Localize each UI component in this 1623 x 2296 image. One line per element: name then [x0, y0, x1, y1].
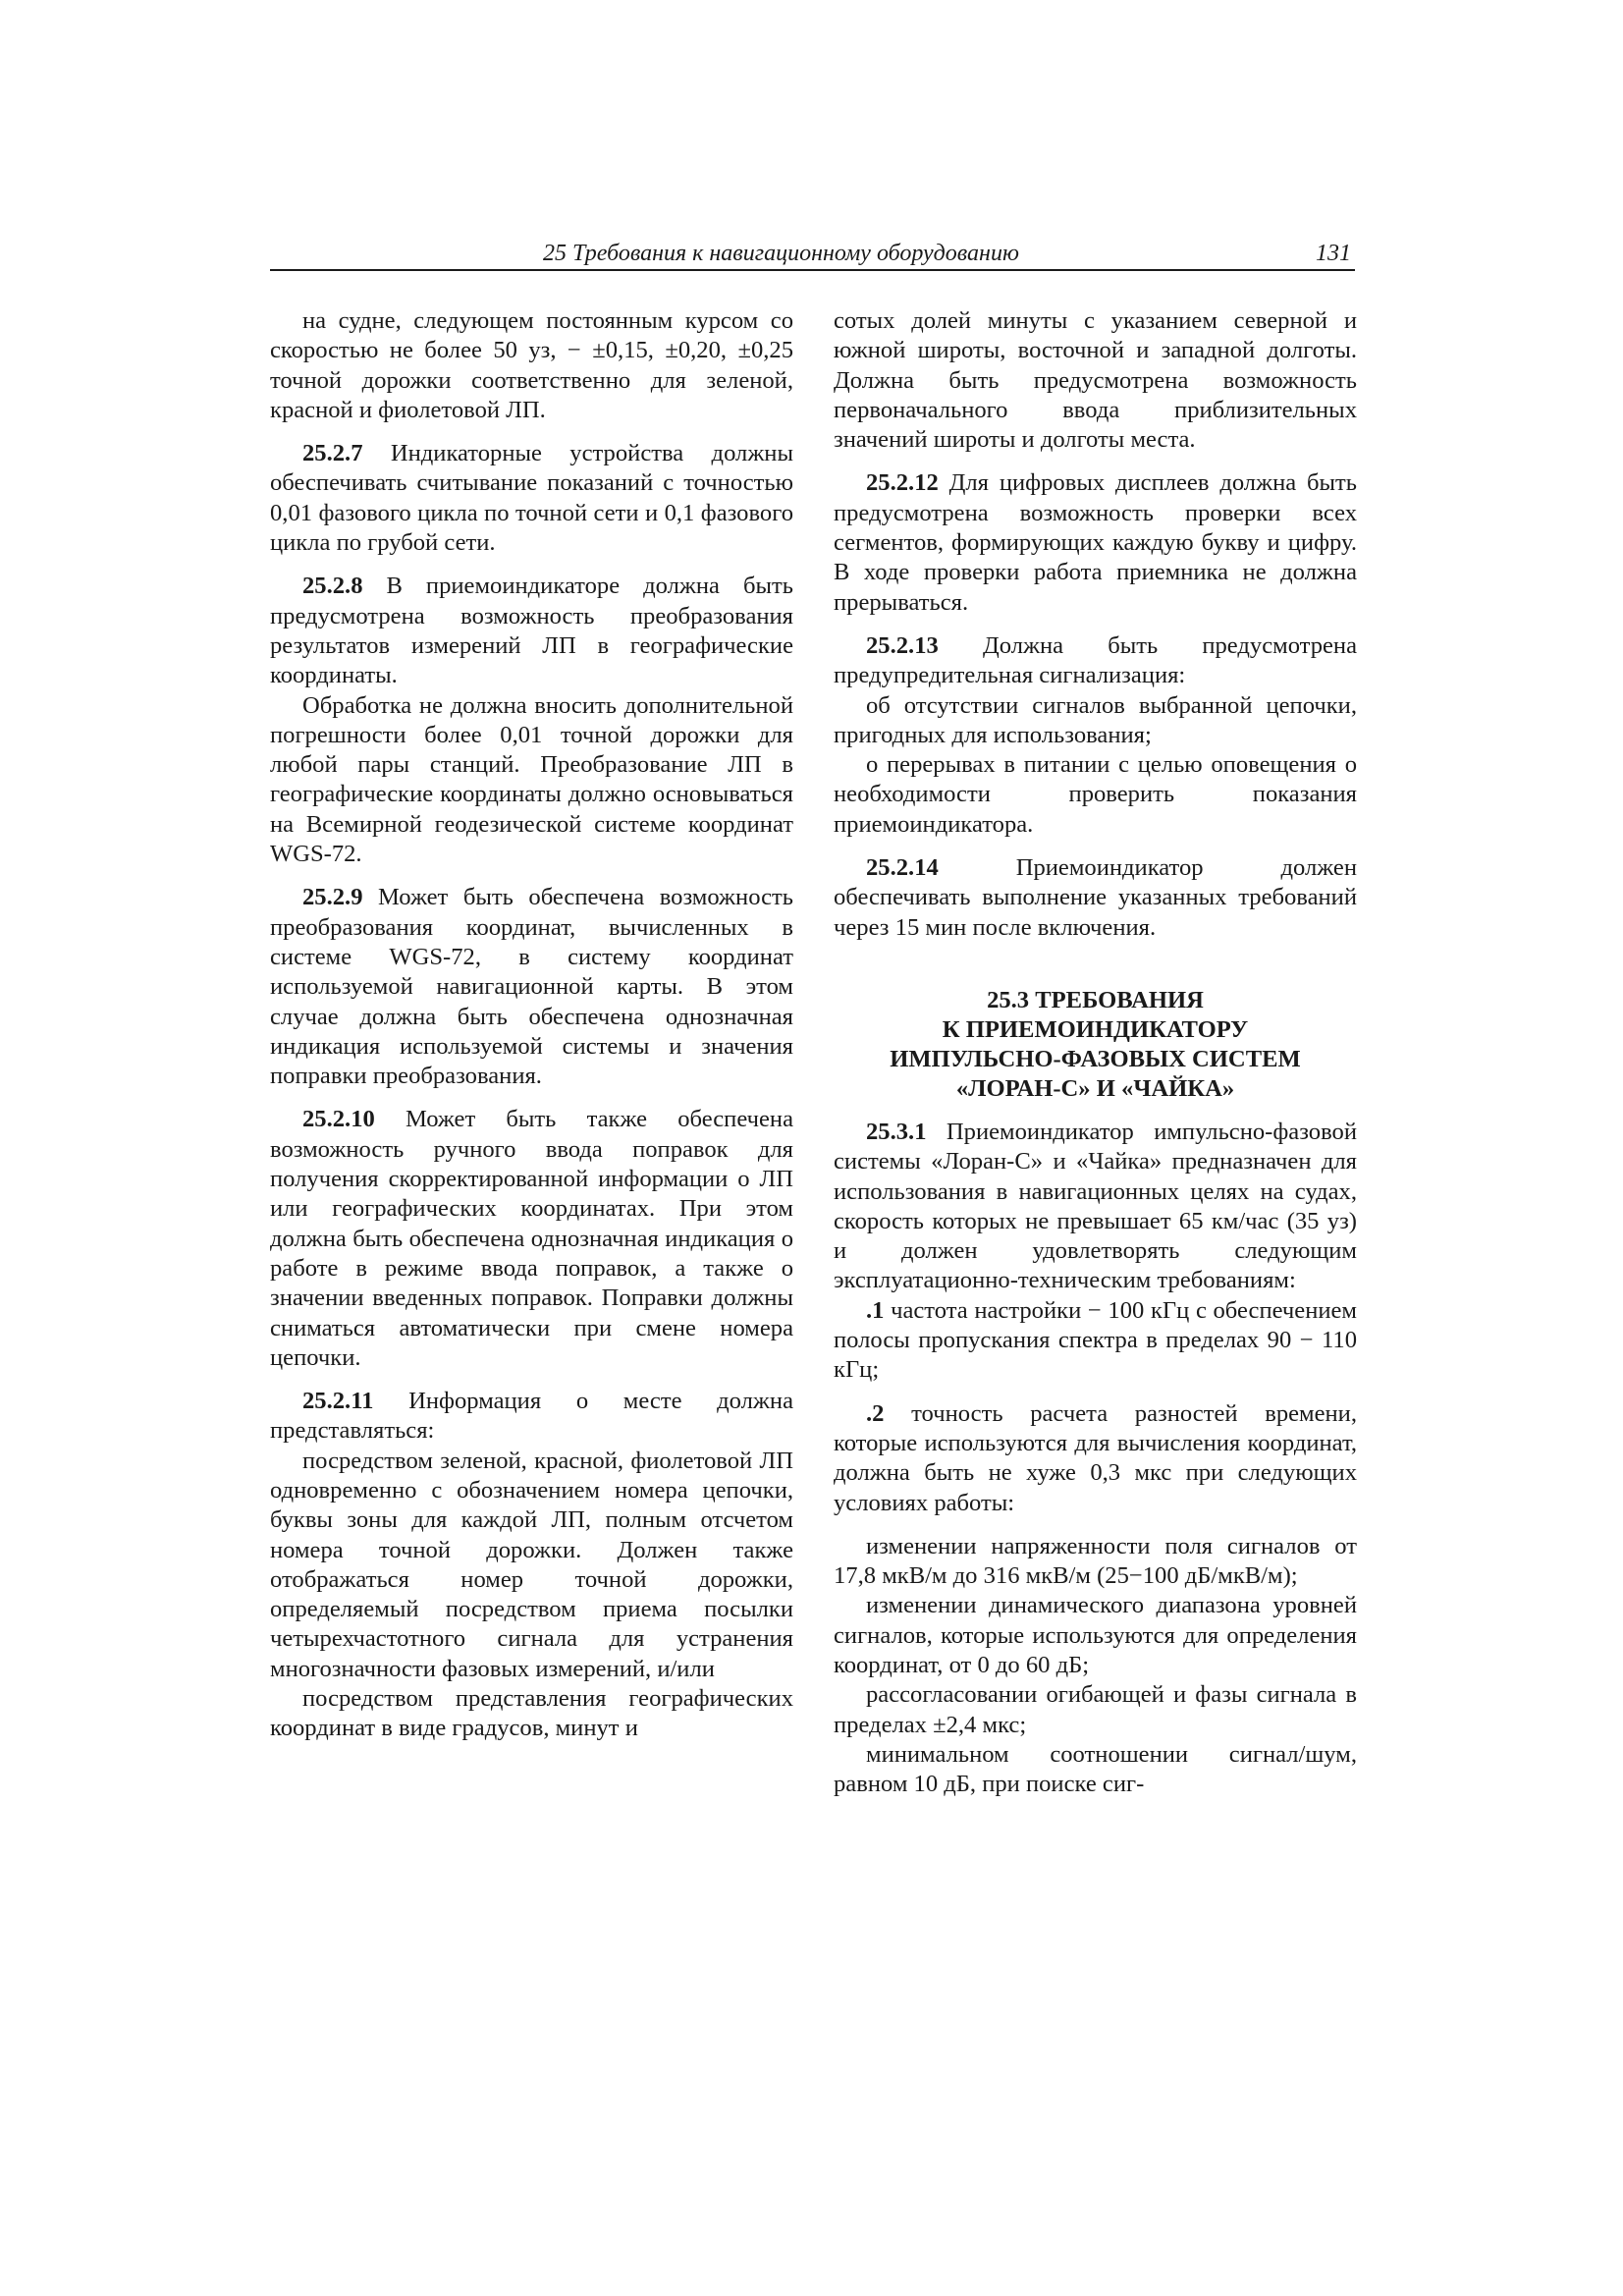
clause-number: 25.2.9	[302, 884, 363, 911]
left-column	[270, 306, 793, 1744]
clause-number: 25.2.7	[302, 440, 363, 467]
paragraph-continuation: на судне, следующем постоянным курсом со скоростью не более 50 уз, − ±0,15, ±0,20, ±0,25 точной дорожки соответственно для зеленой, красной и фиолетовой ЛП.	[270, 307, 793, 423]
paragraph: Обработка не должна вносить дополнительной погрешности более 0,01 точной дорожки для любой пары станций. Преобразование ЛП в географические координаты должно основываться на Всемирной геодезической системе координат WGS-72.	[270, 691, 793, 868]
paragraph-25-2-11: 25.2.11 Информация о месте должна представляться:	[270, 1388, 793, 1445]
clause-number: 25.2.13	[866, 631, 939, 659]
clause-number: 25.3.1	[866, 1118, 927, 1145]
item-number: .1	[866, 1296, 885, 1324]
paragraph: посредством зеленой, красной, фиолетовой ЛП одновременно с обозначением номера цепочки, буквы зоны для каждой ЛП, полным отсчетом номера точной дорожки. Должен также отображаться номер точной дорожки, определяемый посредством приема посылки четырехчастотного сигнала для устранения многозначности фазовых измерений, и/или	[270, 1447, 793, 1682]
running-header	[270, 240, 1355, 271]
paragraph-25-2-8: 25.2.8 В приемоиндикаторе должна быть предусмотрена возможность преобразования результатов измерений ЛП в географические координаты.	[270, 573, 793, 689]
clause-number: 25.2.8	[302, 573, 363, 600]
paragraph-25-2-10: 25.2.10 Может быть также обеспечена возможность ручного ввода поправок для получения скорректированной информации о ЛП или географических координатах. При этом должна быть обеспечена однозначная индикация о работе в режиме ввода поправок, а также о значении введенных поправок. Поправки должны сниматься автоматически при смене номера цепочки.	[270, 1106, 793, 1371]
paragraph: посредством представления географических координат в виде градусов, минут и	[270, 1685, 793, 1742]
paragraph: о перерывах в питании с целью оповещения о необходимости проверить показания приемоиндикатора.	[834, 751, 1357, 838]
clause-number: 25.2.10	[302, 1106, 375, 1133]
paragraph-25-2-9: 25.2.9 Может быть обеспечена возможность преобразования координат, вычисленных в системе WGS-72, в систему координат используемой навигационной карты. В этом случае должна быть обеспечена однозначная индикация используемой системы и значения поправки преобразования.	[270, 884, 793, 1090]
page-number: 131	[1316, 241, 1351, 266]
item-number: .2	[866, 1399, 885, 1427]
paragraph: минимальном соотношении сигнал/шум, равном 10 дБ, при поиске сиг-	[834, 1740, 1357, 1798]
clause-number: 25.2.14	[866, 854, 939, 882]
section-heading: 25.3 ТРЕБОВАНИЯ К ПРИЕМОИНДИКАТОРУ ИМПУЛЬСНО-ФАЗОВЫХ СИСТЕМ «ЛОРАН-С» И «ЧАЙКА»	[890, 986, 1301, 1102]
clause-number: 25.2.12	[866, 469, 939, 497]
paragraph: рассогласовании огибающей и фазы сигнала в пределах ±2,4 мкс;	[834, 1681, 1357, 1738]
right-column	[834, 306, 1357, 1799]
paragraph-25-2-7: 25.2.7 Индикаторные устройства должны обеспечивать считывание показаний с точностью 0,01 фазового цикла по точной сети и 0,1 фазового цикла по грубой сети.	[270, 440, 793, 557]
clause-number: 25.2.11	[302, 1388, 374, 1415]
paragraph: изменении динамического диапазона уровней сигналов, которые используются для определения координат, от 0 до 60 дБ;	[834, 1592, 1357, 1678]
paragraph: об отсутствии сигналов выбранной цепочки, пригодных для использования;	[834, 691, 1357, 748]
paragraph: изменении напряженности поля сигналов от 17,8 мкВ/м до 316 мкВ/м (25−100 дБ/мкВ/м);	[834, 1532, 1357, 1590]
paragraph-25-2-12: 25.2.12 Для цифровых дисплеев должна быть предусмотрена возможность проверки всех сегментов, формирующих каждую букву и цифру. В ходе проверки работа приемника не должна прерываться.	[834, 469, 1357, 616]
list-item-2: .2 точность расчета разностей времени, которые используются для вычисления координат, должна быть не хуже 0,3 мкс при следующих условиях работы:	[834, 1399, 1357, 1516]
paragraph-25-2-14: 25.2.14 Приемоиндикатор должен обеспечивать выполнение указанных требований через 15 мин после включения.	[834, 854, 1357, 941]
paragraph-continuation: сотых долей минуты с указанием северной и южной широты, восточной и западной долготы. Должна быть предусмотрена возможность первоначального ввода приблизительных значений широты и долготы места.	[834, 307, 1357, 454]
paragraph-25-3-1: 25.3.1 Приемоиндикатор импульсно-фазовой системы «Лоран-С» и «Чайка» предназначен для использования в навигационных целях на судах, скорость которых не превышает 65 км/час (35 уз) и должен удовлетворять следующим эксплуатационно-техническим требованиям:	[834, 1118, 1357, 1294]
list-item-1: .1 частота настройки − 100 кГц с обеспечением полосы пропускания спектра в пределах 90 − 110 кГц;	[834, 1296, 1357, 1384]
running-title: 25 Требования к навигационному оборудованию	[543, 241, 1019, 266]
paragraph-25-2-13: 25.2.13 Должна быть предусмотрена предупредительная сигнализация:	[834, 631, 1357, 689]
